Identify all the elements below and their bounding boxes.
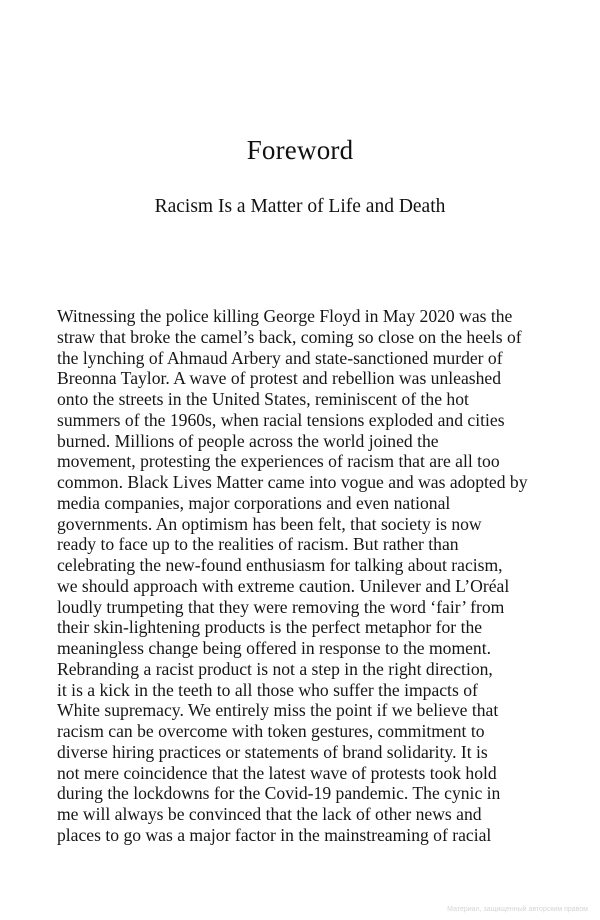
text-line: me will always be convinced that the lack of other news and xyxy=(57,804,482,824)
text-line: onto the streets in the United States, reminiscent of the hot xyxy=(57,389,469,409)
text-line: summers of the 1960s, when racial tensions exploded and cities xyxy=(57,409,505,430)
chapter-title: Foreword xyxy=(246,135,354,165)
text-line: straw that broke the camel’s back, coming so close on the heels of xyxy=(57,326,522,347)
text-line: governments. An optimism has been felt, that society is now xyxy=(57,513,482,534)
text-line: White supremacy. We entirely miss the point if we believe that xyxy=(57,700,499,721)
text-line: meaningless change being offered in response to the moment. xyxy=(57,638,492,658)
text-line: ready to face up to the realities of racism. But rather than xyxy=(57,534,459,555)
text-line: burned. Millions of people across the world joined the xyxy=(57,430,439,451)
body-paragraph xyxy=(57,306,557,846)
text-line: their skin-lightening products is the perfect metaphor for the xyxy=(57,617,483,638)
chapter-subtitle: Racism Is a Matter of Life and Death xyxy=(154,196,446,217)
text-line: we should approach with extreme caution. Unilever and L’Oréal xyxy=(57,575,510,596)
copyright-watermark: Материал, защищенный авторским правом xyxy=(447,906,588,913)
text-line: common. Black Lives Matter came into vogue and was adopted by xyxy=(57,472,528,492)
text-line: movement, protesting the experiences of racism that are all too xyxy=(57,451,500,472)
text-line: Rebranding a racist product is not a step in the right direction, xyxy=(57,658,493,679)
text-line: loudly trumpeting that they were removing the word ‘fair’ from xyxy=(57,596,505,617)
text-line: diverse hiring practices or statements of brand solidarity. It is xyxy=(57,741,488,762)
text-line: Breonna Taylor. A wave of protest and rebellion was unleashed xyxy=(57,368,502,389)
text-line: not mere coincidence that the latest wave of protests took hold xyxy=(57,762,497,783)
text-line: media companies, major corporations and even national xyxy=(57,492,451,513)
text-line: celebrating the new-found enthusiasm for talking about racism, xyxy=(57,555,503,575)
text-line: racism can be overcome with token gestures, commitment to xyxy=(57,721,485,741)
text-line: it is a kick in the teeth to all those who suffer the impacts of xyxy=(57,679,478,700)
text-line: during the lockdowns for the Covid-19 pandemic. The cynic in xyxy=(57,783,501,804)
text-line: Witnessing the police killing George Floyd in May 2020 was the xyxy=(57,306,513,326)
text-line: the lynching of Ahmaud Arbery and state-sanctioned murder of xyxy=(57,347,503,368)
text-line: places to go was a major factor in the mainstreaming of racial xyxy=(57,824,492,845)
